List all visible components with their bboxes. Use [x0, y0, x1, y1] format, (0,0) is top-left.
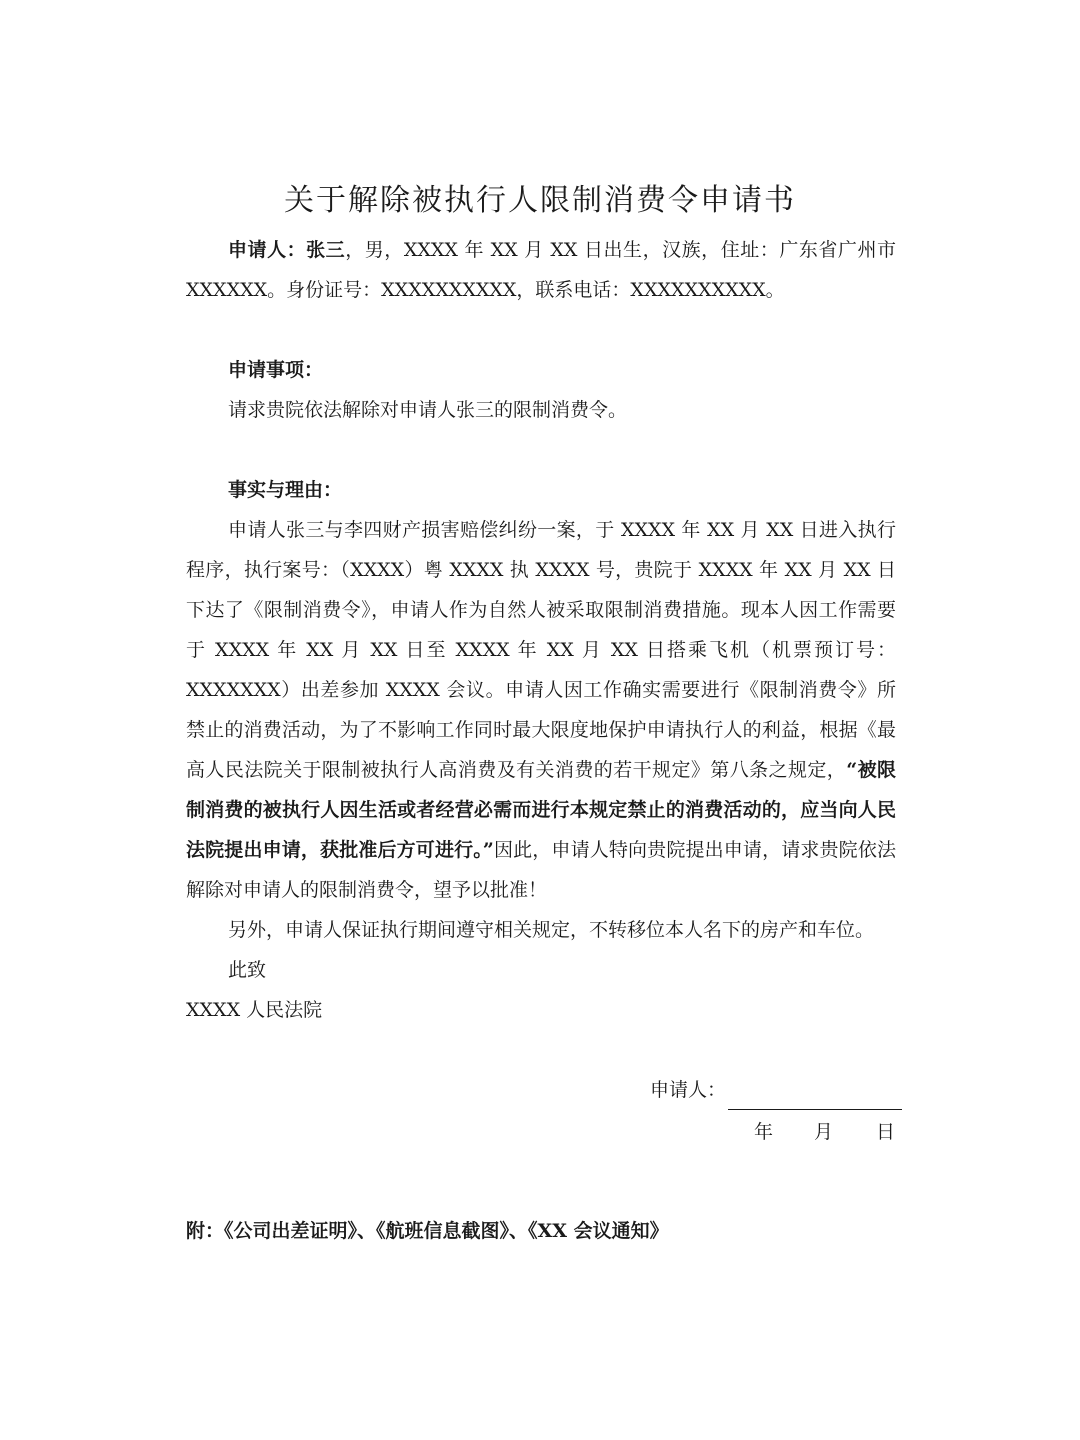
date-year: 年: [754, 1121, 774, 1143]
document-title: 关于解除被执行人限制消费令申请书: [284, 183, 796, 219]
request-text: 请求贵院依法解除对申请人张三的限制消费令。: [228, 399, 628, 421]
attachments-line: 附：《公司出差证明》、《航班信息截图》、《XX 会议通知》: [186, 1220, 669, 1242]
court-name: XXXX 人民法院: [186, 999, 323, 1021]
request-heading: 申请事项：: [228, 359, 324, 381]
signature-label: 申请人：: [650, 1079, 727, 1101]
guarantee-paragraph: 另外，申请人保证执行期间遵守相关规定，不转移位本人名下的房产和车位。: [228, 919, 875, 941]
facts-heading: 事实与理由：: [228, 479, 343, 501]
facts-text-part2: 因此，申请人特向贵院提出申请，请求贵院依法解除对申请人的限制消费令，望予以批准！: [186, 839, 896, 901]
closing-salutation: 此致: [228, 959, 267, 981]
date-month: 月: [814, 1121, 834, 1143]
applicant-paragraph: [186, 230, 896, 310]
facts-quoted-regulation: “被限制消费的被执行人因生活或者经营必需而进行本规定禁止的消费活动的，应当向人民法院提出申请，获批准后方可进行。”: [186, 759, 896, 861]
facts-paragraph: [186, 510, 896, 910]
applicant-label: 申请人：张三: [228, 239, 346, 261]
date-day: 日: [876, 1121, 896, 1143]
facts-text-part1: 申请人张三与李四财产损害赔偿纠纷一案，于 XXXX 年 XX 月 XX 日进入执行程序，执行案号：（XXXX）粤 XXXX 执 XXXX 号，贵院于 XXXX 年 XX 月 XX 日下达了《限制消费令》，申请人作为自然人被采取限制消费措施。现本人因工作需要于 XXXX 年 XX 月 XX 日至 XXXX 年 XX 月 XX 日搭乘飞机（机票预订号：XXXXXXX）出差参加 XXXX 会议。申请人因工作确实需要进行《限制消费令》所禁止的消费活动，为了不影响工作同时最大限度地保护申请执行人的利益，根据《最高人民法院关于限制被执行人高消费及有关消费的若干规定》第八条之规定，: [186, 519, 896, 781]
applicant-details: ，男，XXXX 年 XX 月 XX 日出生，汉族，住址：广东省广州市 XXXXXX。身份证号：XXXXXXXXXX，联系电话：XXXXXXXXXX。: [186, 239, 896, 301]
signature-line: [728, 1081, 902, 1110]
signature-block: [650, 1070, 902, 1110]
